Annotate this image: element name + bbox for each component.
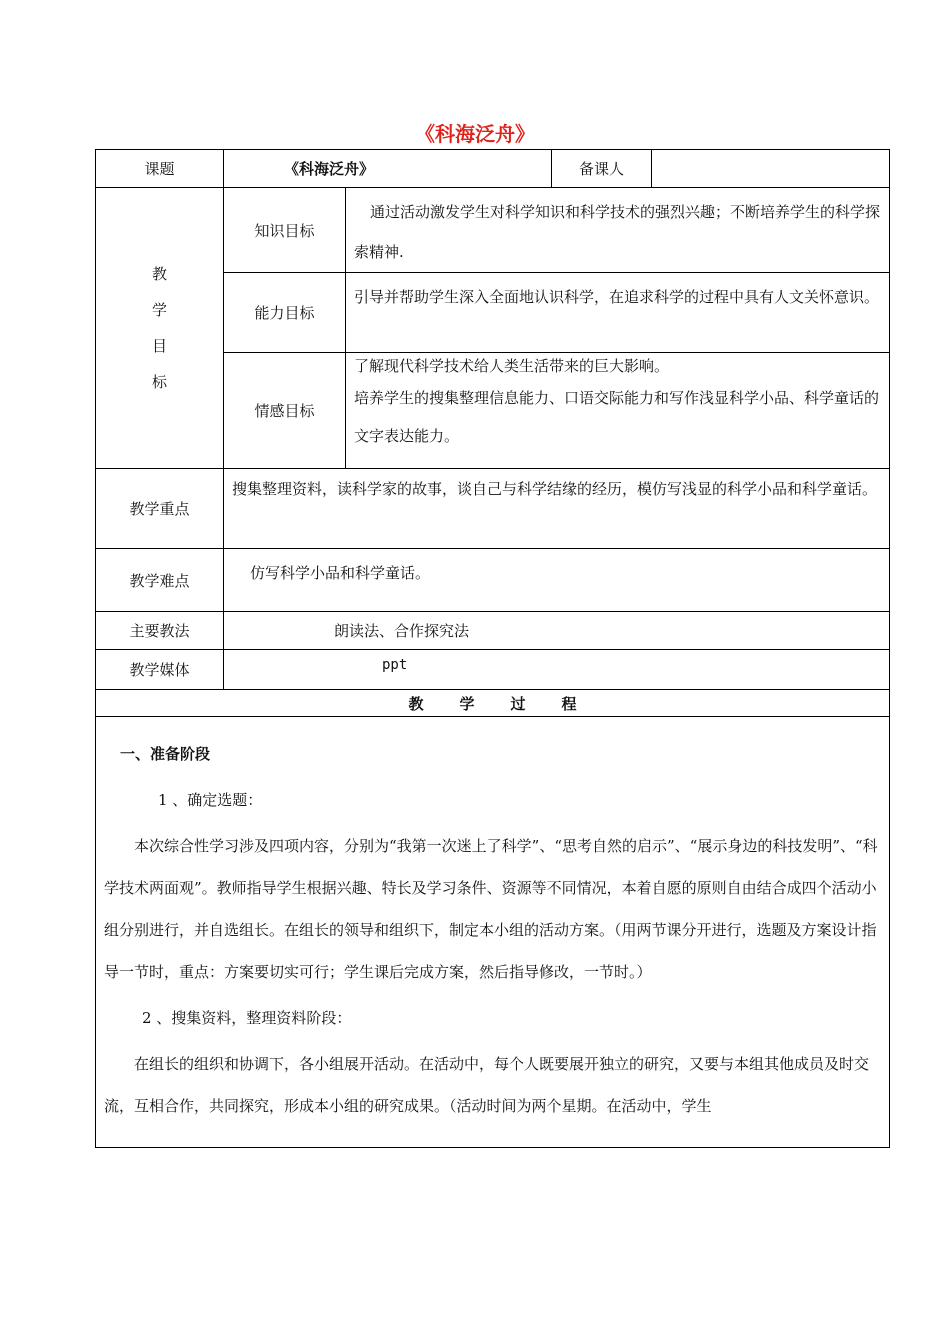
- emotion-goal-cell: [346, 353, 890, 469]
- topic-label: 课题: [96, 150, 224, 188]
- media-label: 教学媒体: [96, 650, 224, 690]
- emotion-goal-text-2: 培养学生的搜集整理信息能力、口语交际能力和写作浅显科学小品、科学童话的文字表达能力。: [354, 389, 880, 445]
- knowledge-goal-text: 通过活动激发学生对科学知识和科学技术的强烈兴趣；不断培养学生的科学探索精神.: [346, 188, 890, 273]
- key-points-text: 搜集整理资料，读科学家的故事，谈自己与科学结缘的经历，模仿写浅显的科学小品和科学童话。: [224, 469, 890, 549]
- topic-row: [96, 150, 890, 188]
- ability-goal-label: 能力目标: [224, 273, 346, 353]
- preparer-label: 备课人: [552, 150, 652, 188]
- section-title: 一、准备阶段: [120, 745, 211, 763]
- document-title: 《科海泛舟》: [415, 122, 535, 146]
- media-row: [96, 650, 890, 690]
- media-text: ppt: [224, 650, 890, 690]
- process-heading-row: [96, 690, 890, 717]
- methods-text: 朗读法、合作探究法: [224, 612, 890, 650]
- difficulties-row: [96, 549, 890, 612]
- emotion-goal-text-1: 了解现代科学技术给人类生活带来的巨大影响。: [354, 357, 670, 375]
- methods-label: 主要教法: [96, 612, 224, 650]
- step-2-paragraph: 在组长的组织和协调下，各小组展开活动。在活动中，每个人既要展开独立的研究，又要与本组其他成员及时交流，互相合作，共同探究，形成本小组的研究成果。（活动时间为两个星期。在活动中，学生: [104, 1055, 870, 1115]
- ability-goal-text: 引导并帮助学生深入全面地认识科学，在追求科学的过程中具有人文关怀意识。: [346, 273, 890, 353]
- process-heading: 教学过程: [96, 690, 890, 717]
- goal-char-3: 目: [151, 337, 167, 355]
- process-content: [96, 717, 890, 1148]
- goal-char-2: 学: [151, 301, 167, 319]
- goal-char-1: 教: [151, 265, 167, 283]
- process-content-row: [96, 717, 890, 1148]
- difficulties-text: 仿写科学小品和科学童话。: [224, 549, 890, 612]
- lesson-plan-table: [95, 149, 890, 1148]
- knowledge-goal-label: 知识目标: [224, 188, 346, 273]
- topic-value: 《科海泛舟》: [224, 150, 552, 188]
- knowledge-goal-row: [96, 188, 890, 273]
- key-points-row: [96, 469, 890, 549]
- key-points-label: 教学重点: [96, 469, 224, 549]
- preparer-value: [652, 150, 890, 188]
- teaching-goals-label: [96, 188, 224, 469]
- methods-row: [96, 612, 890, 650]
- step-1-paragraph: 本次综合性学习涉及四项内容，分别为“我第一次迷上了科学”、“思考自然的启示”、“展示身边的科技发明”、“科学技术两面观”。教师指导学生根据兴趣、特长及学习条件、资源等不同情况，本着自愿的原则自由结合成四个活动小组分别进行，并自选组长。在组长的领导和组织下，制定本小组的活动方案。（用两节课分开进行，选题及方案设计指导一节时，重点：方案要切实可行；学生课后完成方案，然后指导修改，一节时。）: [104, 837, 878, 981]
- emotion-goal-label: 情感目标: [224, 353, 346, 469]
- step-2-title: 2 、搜集资料，整理资料阶段：: [142, 1009, 352, 1027]
- step-1-title: 1 、确定选题：: [158, 791, 263, 809]
- difficulties-label: 教学难点: [96, 549, 224, 612]
- goal-char-4: 标: [151, 373, 167, 391]
